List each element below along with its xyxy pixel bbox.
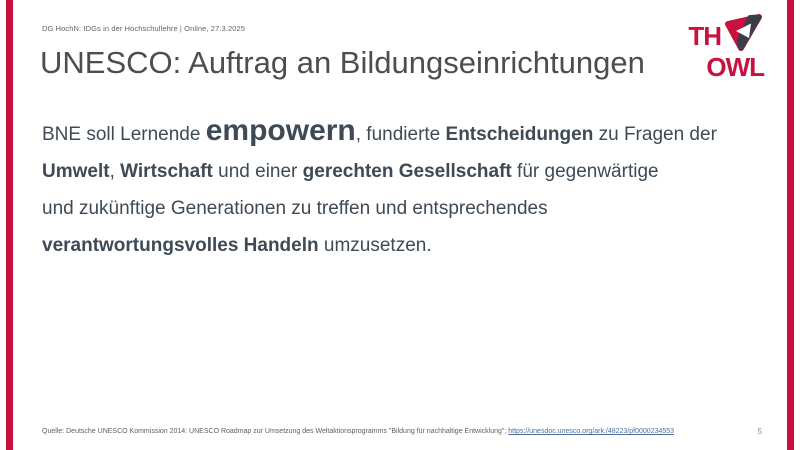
body-line-4 (42, 227, 732, 264)
left-edge-bar (6, 0, 13, 450)
right-edge-bar (787, 0, 794, 450)
body-text-segment: , fundierte (355, 124, 446, 145)
page-number: 5 (757, 427, 762, 436)
body-bold-verantwortungsvolles-handeln: verantwortungsvolles Handeln (42, 235, 319, 256)
body-bold-umwelt: Umwelt (42, 161, 110, 182)
body-text-segment: zu Fragen der (593, 124, 717, 145)
body-bold-entscheidungen: Entscheidungen (445, 124, 594, 145)
slide-body (42, 112, 732, 264)
body-text-segment: und zukünftige Generationen zu treffen und entsprechendes (42, 198, 548, 219)
body-emphasis-empowern: empowern (205, 114, 356, 147)
logo-text-th: TH (688, 21, 721, 51)
body-line-2 (42, 153, 732, 190)
source-link[interactable]: https://unesdoc.unesco.org/ark:/48223/pf0000234553 (508, 428, 675, 435)
th-owl-logo (688, 14, 764, 80)
th-owl-triangle-logo-icon (724, 14, 764, 52)
body-text-segment: und einer (212, 161, 303, 182)
body-text-segment: für gegenwärtige (511, 161, 659, 182)
logo-text-owl: OWL (706, 52, 764, 82)
slide-meta-header: DG HochN: IDGs in der Hochschullehre | Online, 27.3.2025 (42, 24, 246, 33)
slide-title: UNESCO: Auftrag an Bildungseinrichtungen (40, 45, 645, 80)
body-bold-gerechte-gesellschaft: gerechten Gesellschaft (302, 161, 512, 182)
body-text-segment: BNE soll Lernende (42, 124, 206, 145)
body-line-1 (42, 112, 732, 153)
source-text: Quelle: Deutsche UNESCO Kommission 2014: UNESCO Roadmap zur Umsetzung des Weltaktionsprogramms "Bildung für nachhaltige Entwicklung"; (42, 428, 509, 435)
logo-row-top (688, 14, 764, 52)
source-citation (42, 428, 675, 435)
body-text-segment: umzusetzen. (318, 235, 432, 256)
body-bold-wirtschaft: Wirtschaft (120, 161, 213, 182)
body-text-segment: , (109, 161, 121, 182)
body-line-3 (42, 190, 732, 227)
